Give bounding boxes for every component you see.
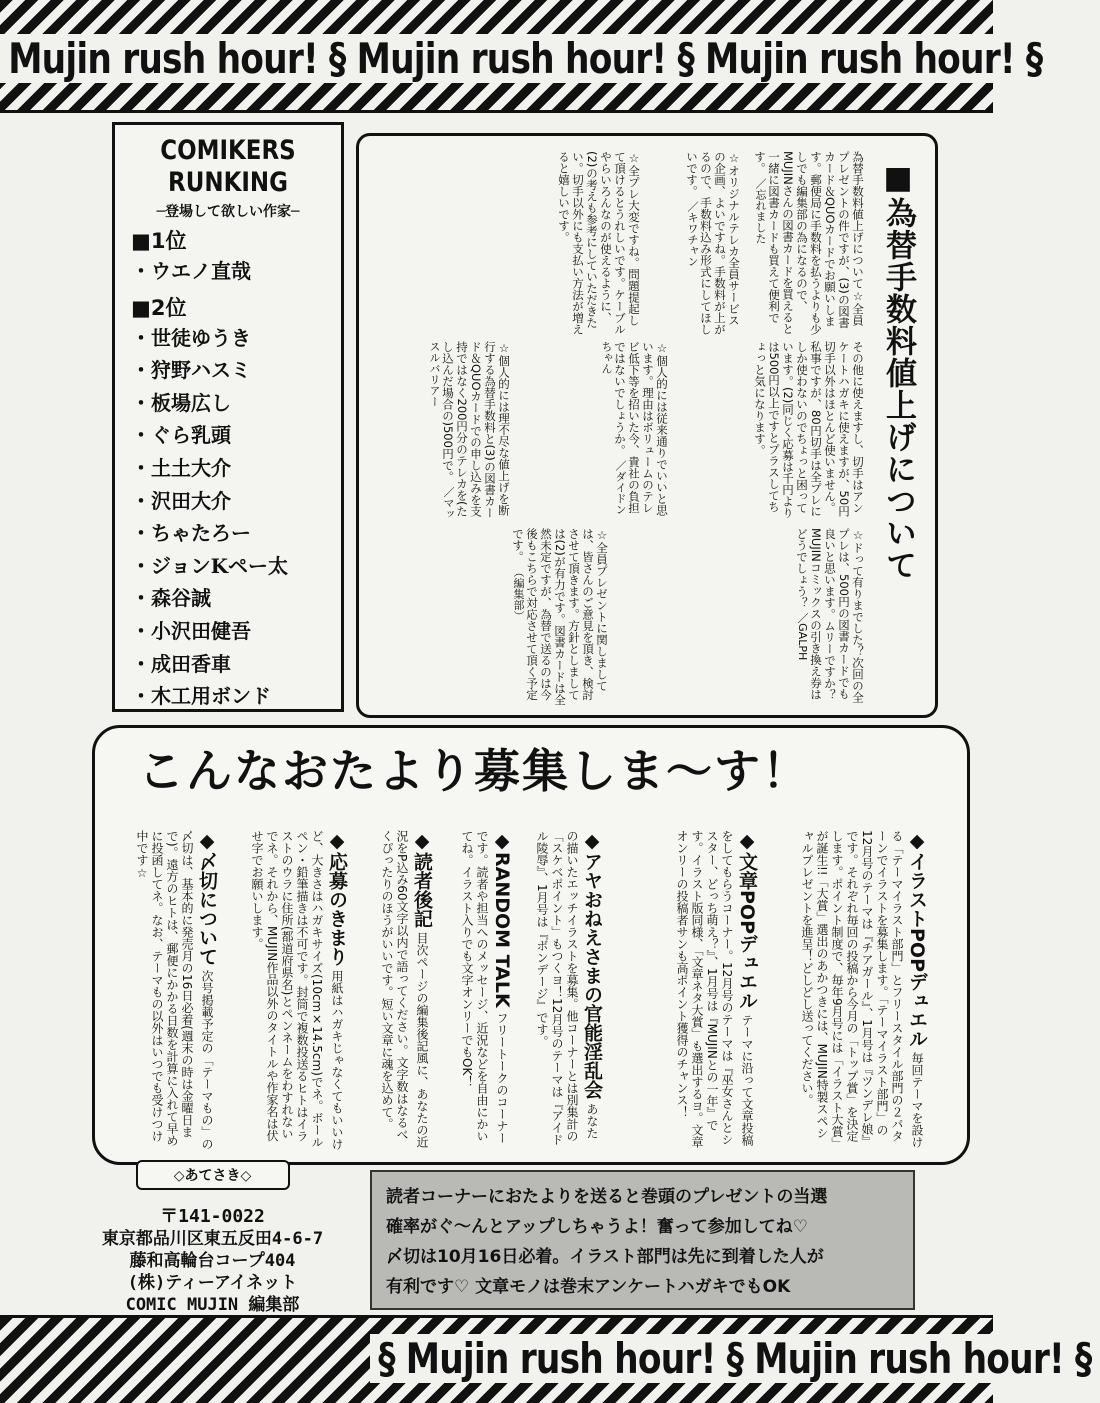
reader-letters-box: [356, 133, 938, 718]
rank-2-name: ・成田香車: [131, 651, 231, 676]
footer-banner: [0, 1315, 1092, 1403]
section-deadline: [112, 830, 220, 1150]
rank-1-label: ■1位: [131, 229, 187, 253]
comikers-ranking-box: [112, 122, 344, 712]
rank-2-name: ・木工用ボンド: [131, 684, 271, 709]
section-text-pop-duel: [610, 830, 760, 1150]
letter-7: [619, 528, 865, 708]
letter-signature: （編集部）: [512, 566, 525, 622]
letter-text: ☆オリジナルテレカ全員サービスの企画、よいですね。手数料が上がるので、手数料込み形式にしてほしいです。: [685, 151, 741, 335]
letter-text: その他に使えますし、切手はアンケートハガキに使えますが、50円切手以外はほとんど使いません。私事ですが、80円切手は全プレにしか使わないのでちょっと困っています。(2)同じく応募は千円よりは500円以上ですとプラスしてちょっと気になります。: [753, 341, 865, 519]
section-body: 毎回テーマを設ける「テーマイラスト部門」とフリースタイル部門の２パターンでイラストを募集します。「テーマイラスト部門」の12月号のテーマは『チアガール』、1月号は『ツンデレ娘』です。それぞれ毎回の投稿から今月の「トップ賞」を決定します。ポイント制度で、毎年9月号には「イラスト大賞」が誕生!!「大賞」選出のあかつきには、MUJIN特製スペシャルプレゼントを進呈！どしどし送ってください。: [800, 830, 924, 1150]
section-body: 目次ページの編集後記風に、あなたの近況をP込み60文字以内で語ってください。文字数はなるべくぴったりのほうがいいです。短い文章に魂を込めて。: [380, 830, 429, 1148]
section-title: ◆イラストPOPデュエル: [906, 830, 928, 1049]
rank-2-name: ・ぐら乳頭: [131, 423, 231, 448]
footer-banner-text: § Mujin rush hour! § Mujin rush hour! §: [370, 1334, 1100, 1383]
letter-signature: ／GALPH: [796, 612, 809, 661]
letter-4: [679, 341, 865, 521]
address-line: 東京都品川区東五反田4-6-7: [101, 1229, 324, 1249]
letter-text: ☆全員プレゼントに関しましては、皆さんのご意見を頂き、検討させて頂きます。方針としましては(2)が有力です。図書カードは全然未定ですが、為替で送るのは今後もこちらで対応させて頂く予定です。: [511, 528, 609, 706]
rank-2-name: ・森谷誠: [131, 586, 211, 611]
letter-3: [379, 151, 641, 336]
submission-headline: こんなおたより募集しま～す！: [138, 744, 810, 798]
letter-text: ☆個人的には従来通りでいいと思います。理由はボリュームのテレビ低下等を招いた今、貴社の負担ではないでしょうか。: [613, 341, 669, 516]
letter-text: ☆全プレ大変ですね。問題提起して頂けるとうれしいです。ケーブルやらいろんなのが使えるように、(2)の考えも参考にしていただきたい。切手以外にも支払い方法が増えると嬉しいです。: [557, 151, 641, 335]
notice-line: 〆切は10月16日必着。イラスト部門は先に到着した人が: [386, 1247, 824, 1267]
ranking-title-2: RUNKING: [168, 167, 288, 198]
section-title: ◆文章POPデュエル: [736, 830, 758, 1011]
section-body: 用紙はハガキじゃなくてもいいけど、大きさはハガキサイズ(10cm×14.5cm)でネ。ボールペン・鉛筆描きは不可です。封筒で複数投送るヒトはイラストのウラに住所(都道府県名)とペンネームをわすれないでネ。それから、MUJIN作品以外のタイトルや作家名は伏せ字でお願いします。: [250, 830, 344, 1150]
letters-title: ■為替手数料値上げについて: [880, 160, 916, 581]
section-submission-rules: [225, 830, 350, 1150]
letter-text: ☆ドって有りまでした？次回の全プレは、500円の図書カードでも良いと思います。ムリーですか？MUJINコミックスの引き換え券はどうでしょう？: [795, 528, 865, 703]
rank-2-name: ・狩野ハスミ: [131, 358, 251, 383]
rank-2-name: ・土土大介: [131, 455, 231, 480]
rank-1-name: ・ウエノ直哉: [131, 259, 251, 283]
section-random-talk: [440, 830, 515, 1150]
letter-signature: ／ダイドンちゃん: [600, 341, 627, 515]
section-aya-onesama: [520, 830, 605, 1150]
address-line: COMIC MUJIN 編集部: [125, 1295, 300, 1315]
mailing-address: [60, 1160, 365, 1315]
section-title: ◆応募のきまり: [326, 830, 348, 966]
section-title: ◆アヤおねえさまの官能淫乱会: [581, 830, 603, 1099]
notice-line: 有利です♡ 文章モノは巻末アンケートハガキでもOK: [386, 1277, 791, 1297]
letter-signature: ／マッスルバリアー: [428, 341, 455, 520]
rank-2-name: ・小沢田健吾: [131, 618, 251, 643]
section-title: ◆〆切について: [196, 830, 218, 966]
rank-2-name: ・ジョンKペー太: [131, 553, 288, 578]
header-banner: [0, 0, 1043, 113]
ranking-subtitle: ─登場して欲しい作家─: [156, 204, 300, 220]
letter-signature: ／キワチャン: [686, 200, 699, 267]
letter-text: 為替手数料値上げについて☆全員プレゼントの件ですが、(3)の図書カード＆QUOカードでお願いします。郵便局に手数料を払うよりも少しでも編集部の為になるので、MUJINさんの図書カードを買えると一緒に図書カードも買えて便利です。: [753, 151, 865, 335]
section-title: ◆RANDOM TALK: [491, 830, 513, 1008]
section-reader-postscript: [355, 830, 435, 1150]
section-body: フリートークのコーナーです。読者や担当へのメッセージ、近況などを自由にかいてね。イラスト入りでも文字オンリーでもOK！: [460, 830, 509, 1144]
section-illust-pop-duel: [770, 830, 930, 1150]
address-line: 藤和高輪台コープ404: [129, 1251, 296, 1271]
rank-2-name: ・板場広し: [131, 390, 231, 415]
address-label: ◇あてさき◇: [136, 1160, 290, 1190]
rank-2-name: ・世徒ゆうき: [131, 325, 251, 350]
rank-2-label: ■2位: [131, 295, 187, 320]
letter-5: [519, 341, 669, 521]
notice-line: 読者コーナーにおたよりを送ると巻頭のプレゼントの当選: [386, 1187, 828, 1207]
address-line: 〒141-0022: [160, 1206, 265, 1227]
letter-6: [379, 341, 511, 521]
section-body: あなたの描いたエッチイラストを募集。他コーナーとは別集計の「スケベポイント」もつくヨ！12月号のテーマは『アイドル陵辱』、1月号は『ボンデージ』です。: [535, 830, 599, 1146]
address-line: (株)ティーアイネット: [127, 1273, 298, 1293]
letter-2: [649, 151, 741, 336]
ranking-title: COMIKERS: [160, 135, 296, 166]
header-banner-text: Mujin rush hour! § Mujin rush hour! § Mujin rush hour! §: [0, 34, 1051, 83]
letter-8: [379, 528, 609, 708]
letter-1: [747, 151, 865, 336]
rank-2-name: ・ちゃたろー: [131, 521, 251, 546]
letter-text: ☆個人的には理不尽な値上げを断行する為替手数料と(3)の図書カード＆QUOカードでの申し込みを支持ではなく200円分のテレカを(たし込んだ場合の)500円で。: [441, 341, 511, 519]
letter-signature: ／忘れました: [754, 177, 767, 244]
section-title: ◆読者後記: [411, 830, 433, 928]
section-body: テーマに沿って文章投稿をしてもらうコーナー。12月号のテーマは『巫女さんとシスター、どっち萌え？』、1月号は『MUJINとの一年』です。イラスト版同様、「文章ネタ大賞」も選出するヨ。文章オンリーの投稿者サンも高ポイント獲得のチャンス！: [675, 830, 754, 1148]
notice-line: 確率がぐ～んとアップしちゃうよ！奮って参加してね♡: [386, 1217, 809, 1237]
notice-box: [370, 1170, 915, 1310]
section-body: 次号掲載予定の「テーマもの」の〆切は、基本的に発売月の16日必着(週末の時は金曜日まで)。遠方のヒトは、郵便にかかる日数を計算に入れて早めに投函してネ。なお、テーマもの以外はいつでも受けつけ中です☆: [135, 830, 214, 1150]
rank-2-name: ・沢田大介: [131, 488, 231, 513]
